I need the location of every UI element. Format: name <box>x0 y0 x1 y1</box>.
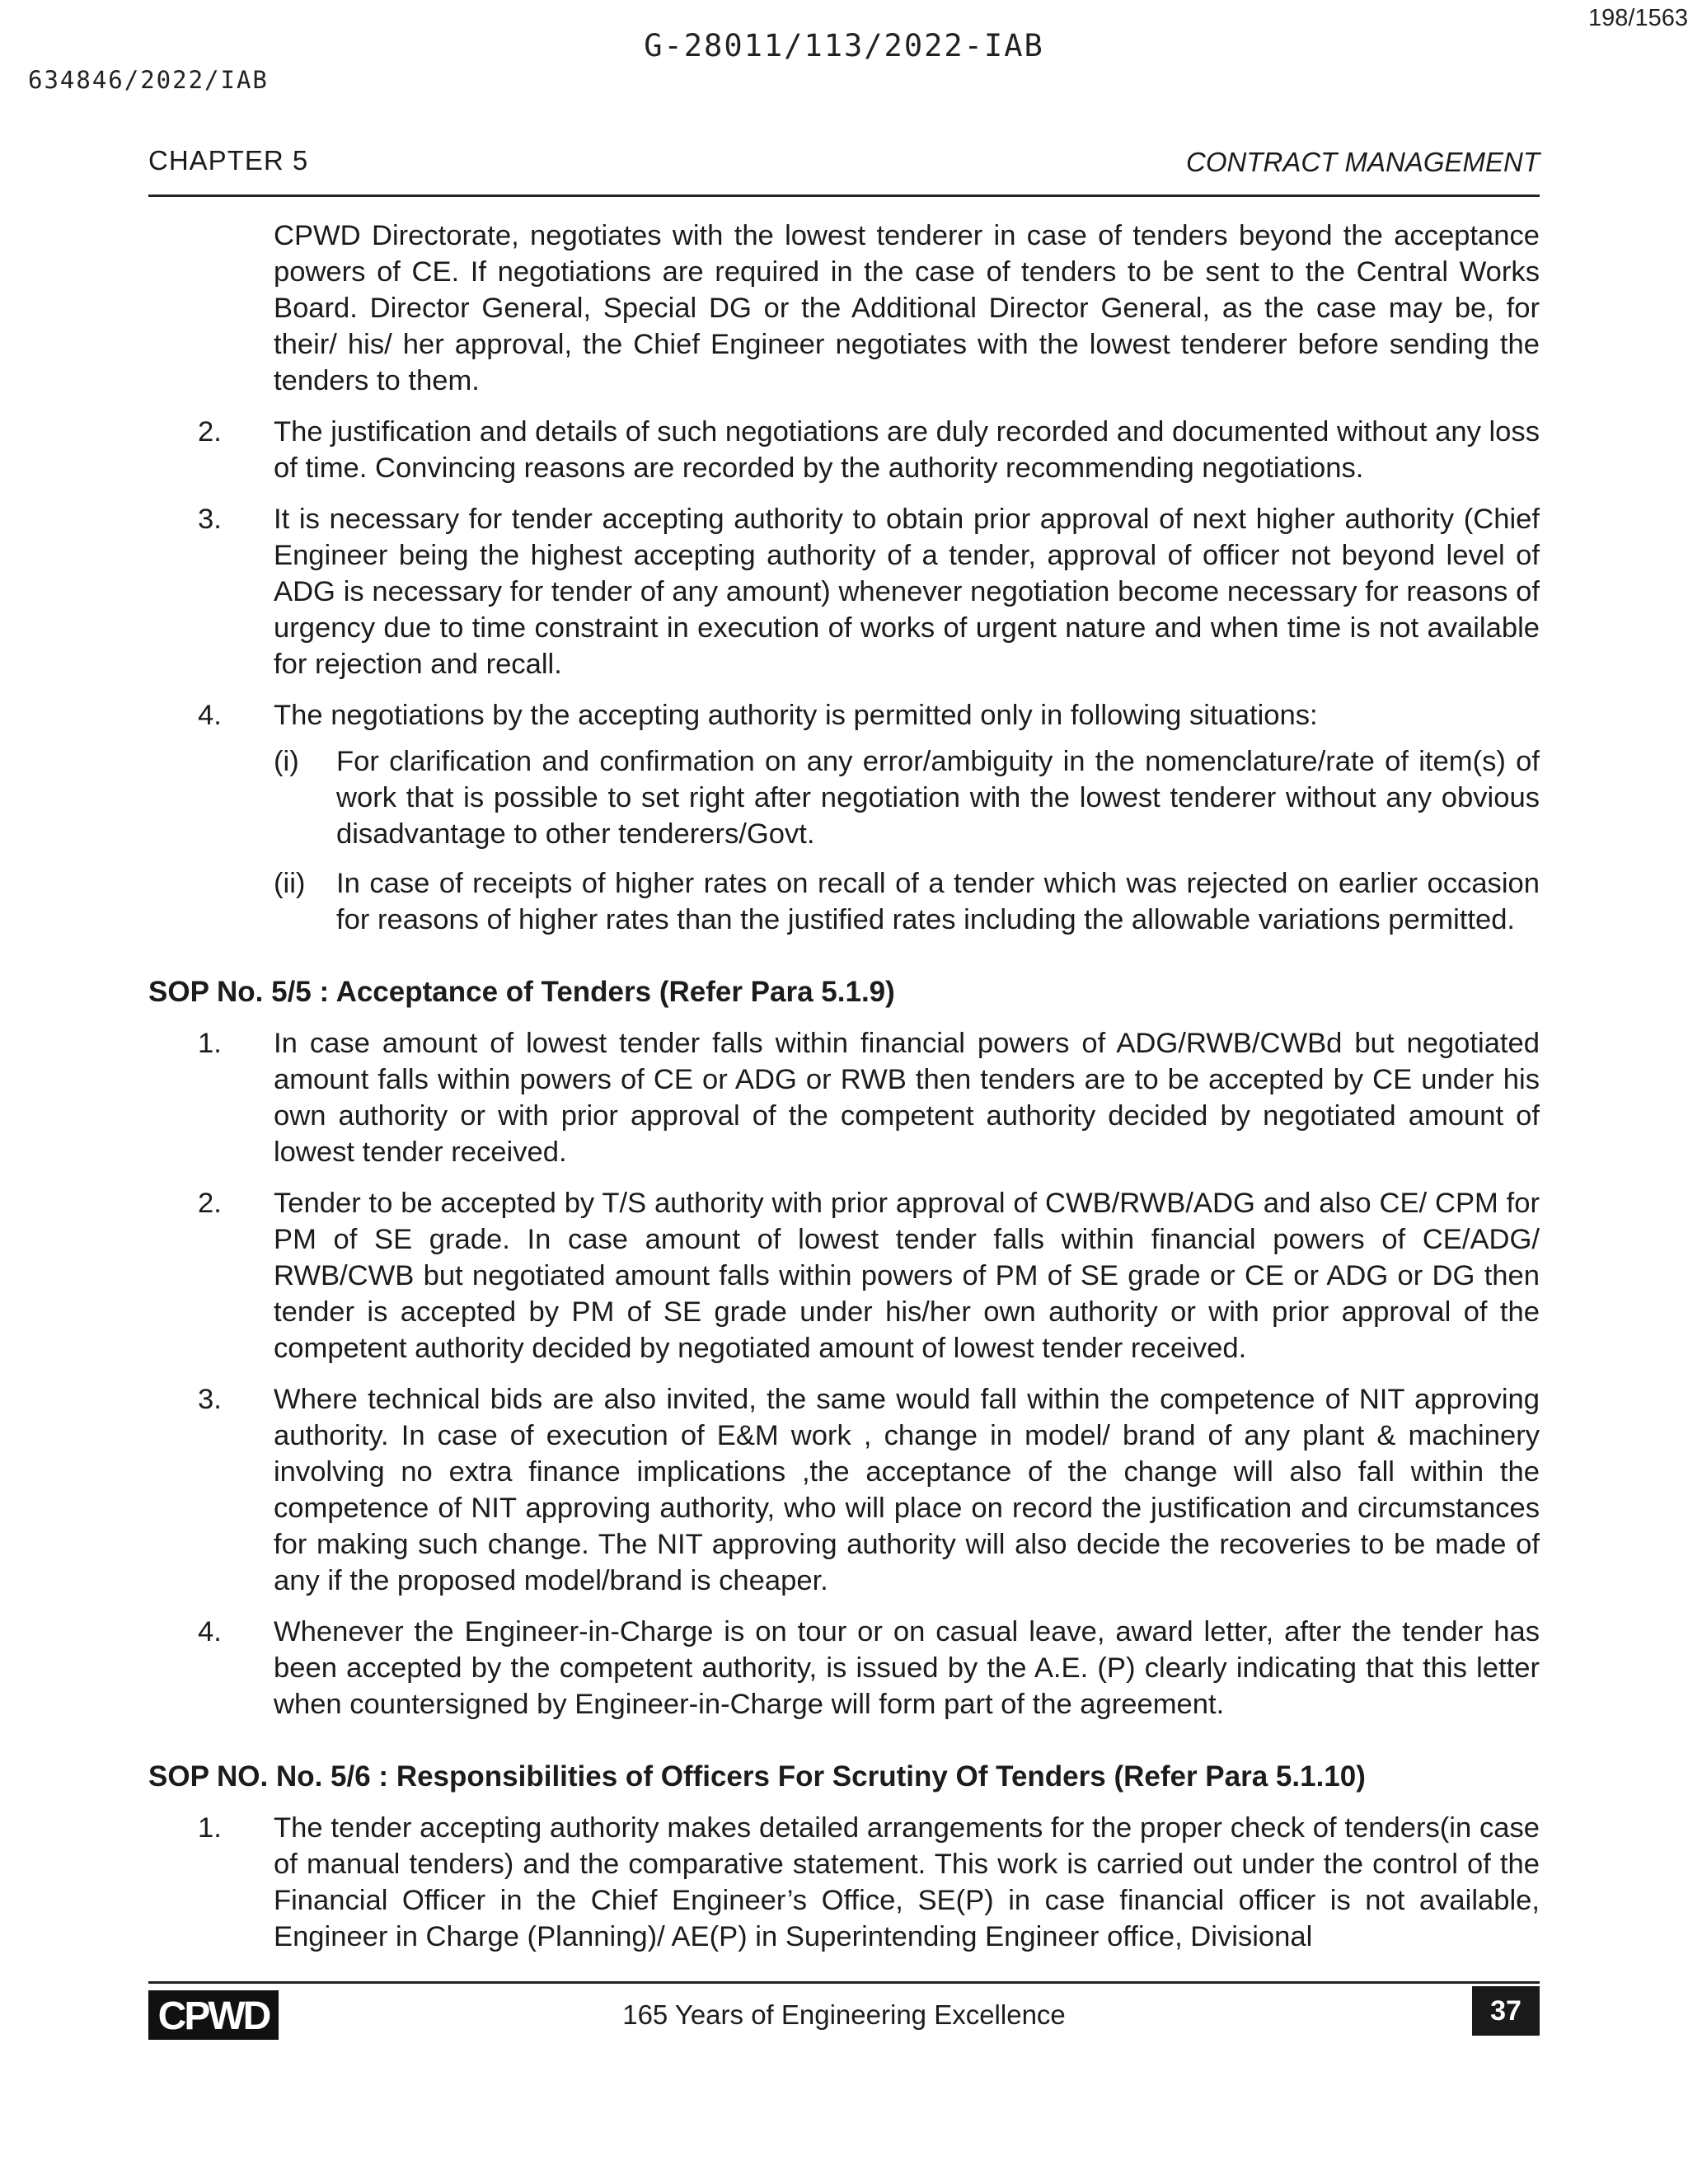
list-item <box>148 414 1540 486</box>
sop-5-5-heading: SOP No. 5/5 : Acceptance of Tenders (Refer Para 5.1.9) <box>148 976 895 1008</box>
item-text: Tender to be accepted by T/S authority with prior approval of CWB/RWB/ADG and also CE/ CPM for PM of SE grade. In case amount of lowest tender falls within financial powers of CE/ADG/ RWB/CWB but negotiated amount falls within powers of PM of SE grade or CE or ADG or DG then tender is accepted by PM of SE grade under his/her own authority or with prior approval of the competent authority decided by negotiated amount of lowest tender received. <box>274 1188 1540 1364</box>
item-number: 1. <box>198 1028 222 1059</box>
list-item <box>148 1025 1540 1170</box>
sub-item-number: (i) <box>274 746 299 777</box>
intro-continuation: CPWD Directorate, negotiates with the lowest tenderer in case of tenders beyond the acceptance powers of CE. If negotiations are required in the case of tenders to be sent to the Central Works Board. Director General, Special DG or the Additional Director General, as the case may be, for their/ his/ her approval, the Chief Engineer negotiates with the lowest tenderer before sending the tenders to them. <box>274 220 1540 396</box>
sub-item-text: For clarification and confirmation on any error/ambiguity in the nomenclature/rate of item(s) of work that is possible to set right after negotiation with the lowest tenderer without any obvious disadvantage to other tenderers/Govt. <box>336 746 1540 850</box>
item-number: 2. <box>198 1188 222 1219</box>
sub-item-text: In case of receipts of higher rates on recall of a tender which was rejected on earlier occasion for reasons of higher rates than the justified rates including the allowable variations permitted. <box>336 868 1540 935</box>
sub-item-number: (ii) <box>274 868 306 899</box>
item-text: The negotiations by the accepting authority is permitted only in following situations: <box>274 700 1318 731</box>
chapter-label: CHAPTER 5 <box>148 145 309 176</box>
section-title: CONTRACT MANAGEMENT <box>1186 147 1540 177</box>
sub-list-item <box>274 743 1540 852</box>
page-body <box>148 218 1540 1970</box>
list-item <box>148 1614 1540 1722</box>
item-text: Where technical bids are also invited, the same would fall within the competence of NIT approving authority. In case of execution of E&M work , change in model/ brand of any plant & machinery involving no extra finance implications ,the acceptance of the change will also fall within the competence of NIT approving authority, who will place on record the justification and circumstances for making such change. The NIT approving authority will also decide the recoveries to be made of any if the proposed model/brand is cheaper. <box>274 1384 1540 1596</box>
item-text: The justification and details of such negotiations are duly recorded and documented without any loss of time. Convincing reasons are recorded by the authority recommending negotiations. <box>274 416 1540 484</box>
receipt-number-stamp: 634846/2022/IAB <box>28 66 269 94</box>
item-text: It is necessary for tender accepting authority to obtain prior approval of next higher authority (Chief Engineer being the highest accepting authority of a tender, approval of officer not beyond level of ADG is necessary for tender of any amount) whenever negotiation become necessary for reasons of urgency due to time constraint in execution of works of urgent nature and when time is not available for rejection and recall. <box>274 504 1540 680</box>
list-item <box>148 501 1540 682</box>
footer-rule <box>148 1981 1540 1984</box>
list-item <box>148 1185 1540 1366</box>
item-number: 3. <box>198 1384 222 1415</box>
item-text: The tender accepting authority makes detailed arrangements for the proper check of tenders(in case of manual tenders) and the comparative statement. This work is carried out under the control of the Financial Officer in the Chief Engineer’s Office, SE(P) in case financial officer is not available, Engineer in Charge (Planning)/ AE(P) in Superintending Engineer office, Divisional <box>274 1812 1540 1952</box>
item-number: 3. <box>198 504 222 535</box>
item-number: 2. <box>198 416 222 448</box>
list-item <box>148 697 1540 733</box>
sub-list-item <box>274 865 1540 938</box>
item-number: 4. <box>198 1616 222 1647</box>
item-number: 4. <box>198 700 222 731</box>
file-number-stamp: G-28011/113/2022-IAB <box>644 28 1044 63</box>
item-text: Whenever the Engineer-in-Charge is on tour or on casual leave, award letter, after the tender has been accepted by the competent authority, is issued by the A.E. (P) clearly indicating that this letter when countersigned by Engineer-in-Charge will form part of the agreement. <box>274 1616 1540 1720</box>
page-number: 37 <box>1472 1986 1540 2036</box>
list-item <box>148 1810 1540 1955</box>
page-counter: 198/1563 <box>1588 5 1688 31</box>
item-number: 1. <box>198 1812 222 1844</box>
list-item <box>148 1381 1540 1599</box>
item-text: In case amount of lowest tender falls within financial powers of ADG/RWB/CWBd but negotiated amount falls within powers of CE or ADG or RWB then tenders are to be accepted by CE under his own authority or with prior approval of the competent authority decided by negotiated amount of lowest tender received. <box>274 1028 1540 1168</box>
header-rule <box>148 194 1540 197</box>
logo-text: CPWD <box>157 1994 270 2038</box>
sop-5-6-heading: SOP NO. No. 5/6 : Responsibilities of Officers For Scrutiny Of Tenders (Refer Para 5.1.10) <box>148 1760 1366 1793</box>
footer-tagline: 165 Years of Engineering Excellence <box>622 1999 1066 2030</box>
